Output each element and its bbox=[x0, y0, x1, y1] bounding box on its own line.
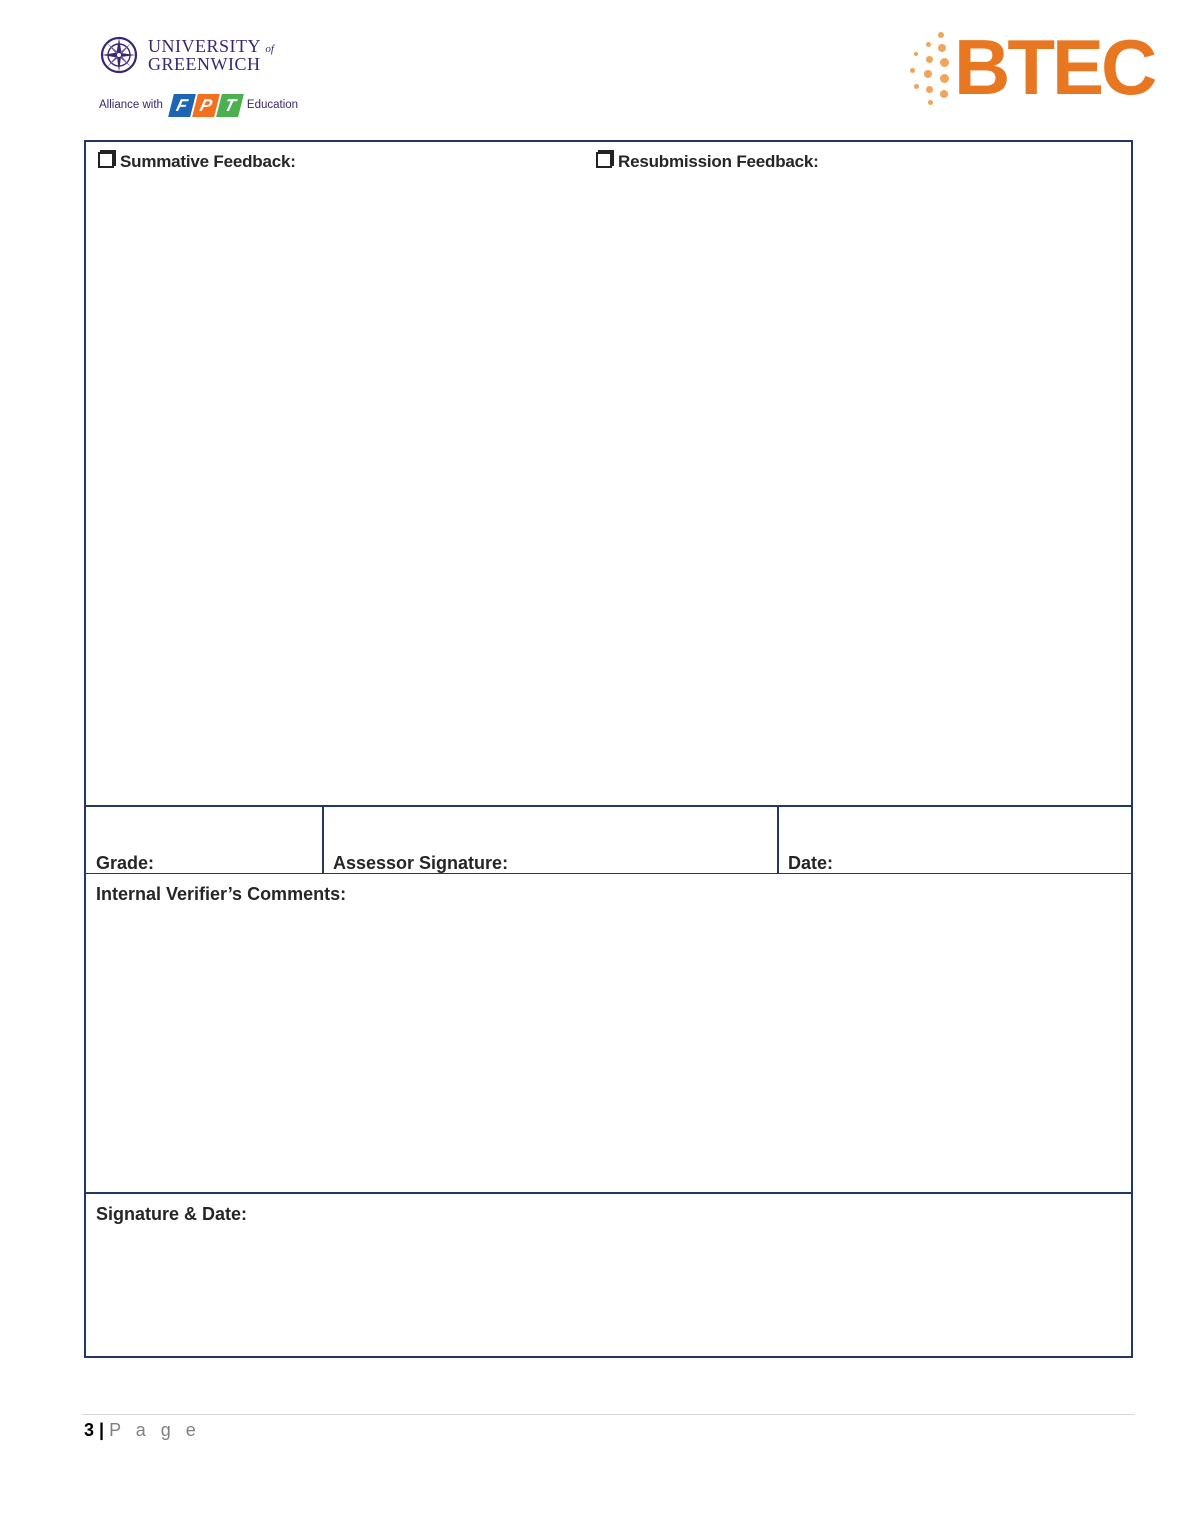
btec-dot-icon bbox=[910, 68, 915, 73]
date-label: Date: bbox=[788, 853, 834, 873]
row-divider bbox=[86, 1192, 1131, 1194]
summative-feedback-heading bbox=[98, 152, 296, 172]
footer-divider bbox=[82, 1414, 1135, 1415]
btec-dot-icon bbox=[928, 100, 933, 105]
grade-label: Grade: bbox=[96, 853, 155, 873]
assessor-signature-label: Assessor Signature: bbox=[333, 853, 509, 873]
feedback-form-table bbox=[84, 140, 1133, 1358]
btec-dot-icon bbox=[914, 84, 919, 89]
page-word: P a g e bbox=[109, 1420, 201, 1440]
summative-feedback-label: Summative Feedback: bbox=[120, 152, 296, 171]
fpt-letter-t: T bbox=[216, 94, 244, 117]
signature-date-label: Signature & Date: bbox=[96, 1204, 248, 1224]
btec-dot-icon bbox=[924, 70, 932, 78]
compass-crest-icon bbox=[96, 35, 142, 75]
btec-dot-icon bbox=[938, 32, 944, 38]
university-of-greenwich-logo bbox=[96, 32, 326, 122]
btec-dot-icon bbox=[914, 52, 918, 56]
btec-dot-icon bbox=[940, 74, 949, 83]
university-of: of bbox=[265, 42, 274, 55]
fpt-letter-f: F bbox=[168, 94, 196, 117]
fpt-alliance-row bbox=[99, 90, 298, 120]
column-divider bbox=[777, 805, 779, 873]
alliance-label: Alliance with bbox=[99, 99, 163, 111]
university-line2: GREENWICH bbox=[148, 53, 261, 74]
internal-verifier-label: Internal Verifier’s Comments: bbox=[96, 884, 347, 904]
btec-dot-icon bbox=[926, 42, 931, 47]
btec-dot-icon bbox=[926, 86, 933, 93]
university-name bbox=[148, 35, 274, 74]
greenwich-crest-row bbox=[96, 32, 274, 78]
resubmission-feedback-label: Resubmission Feedback: bbox=[618, 152, 819, 171]
assessor-signature-cell[interactable] bbox=[333, 807, 773, 873]
page-footer bbox=[84, 1420, 201, 1441]
column-divider bbox=[322, 805, 324, 873]
btec-dot-icon bbox=[926, 56, 933, 63]
checkbox-icon[interactable] bbox=[98, 152, 114, 168]
row-divider bbox=[86, 873, 1131, 874]
date-cell[interactable] bbox=[788, 807, 1128, 873]
btec-dot-icon bbox=[938, 44, 946, 52]
fpt-logo bbox=[171, 94, 243, 117]
education-label: Education bbox=[246, 99, 299, 111]
fpt-letter-p: P bbox=[192, 94, 220, 117]
btec-dot-icon bbox=[940, 90, 948, 98]
checkbox-icon[interactable] bbox=[596, 152, 612, 168]
resubmission-feedback-heading bbox=[596, 152, 819, 172]
btec-dot-icon bbox=[940, 58, 949, 67]
page-number: 3 bbox=[84, 1420, 95, 1440]
grade-cell[interactable] bbox=[96, 807, 316, 873]
btec-logo bbox=[906, 23, 1155, 114]
btec-wordmark: BTEC bbox=[954, 23, 1155, 111]
university-line1: UNIVERSITY bbox=[148, 35, 261, 56]
footer-separator: | bbox=[99, 1420, 105, 1440]
